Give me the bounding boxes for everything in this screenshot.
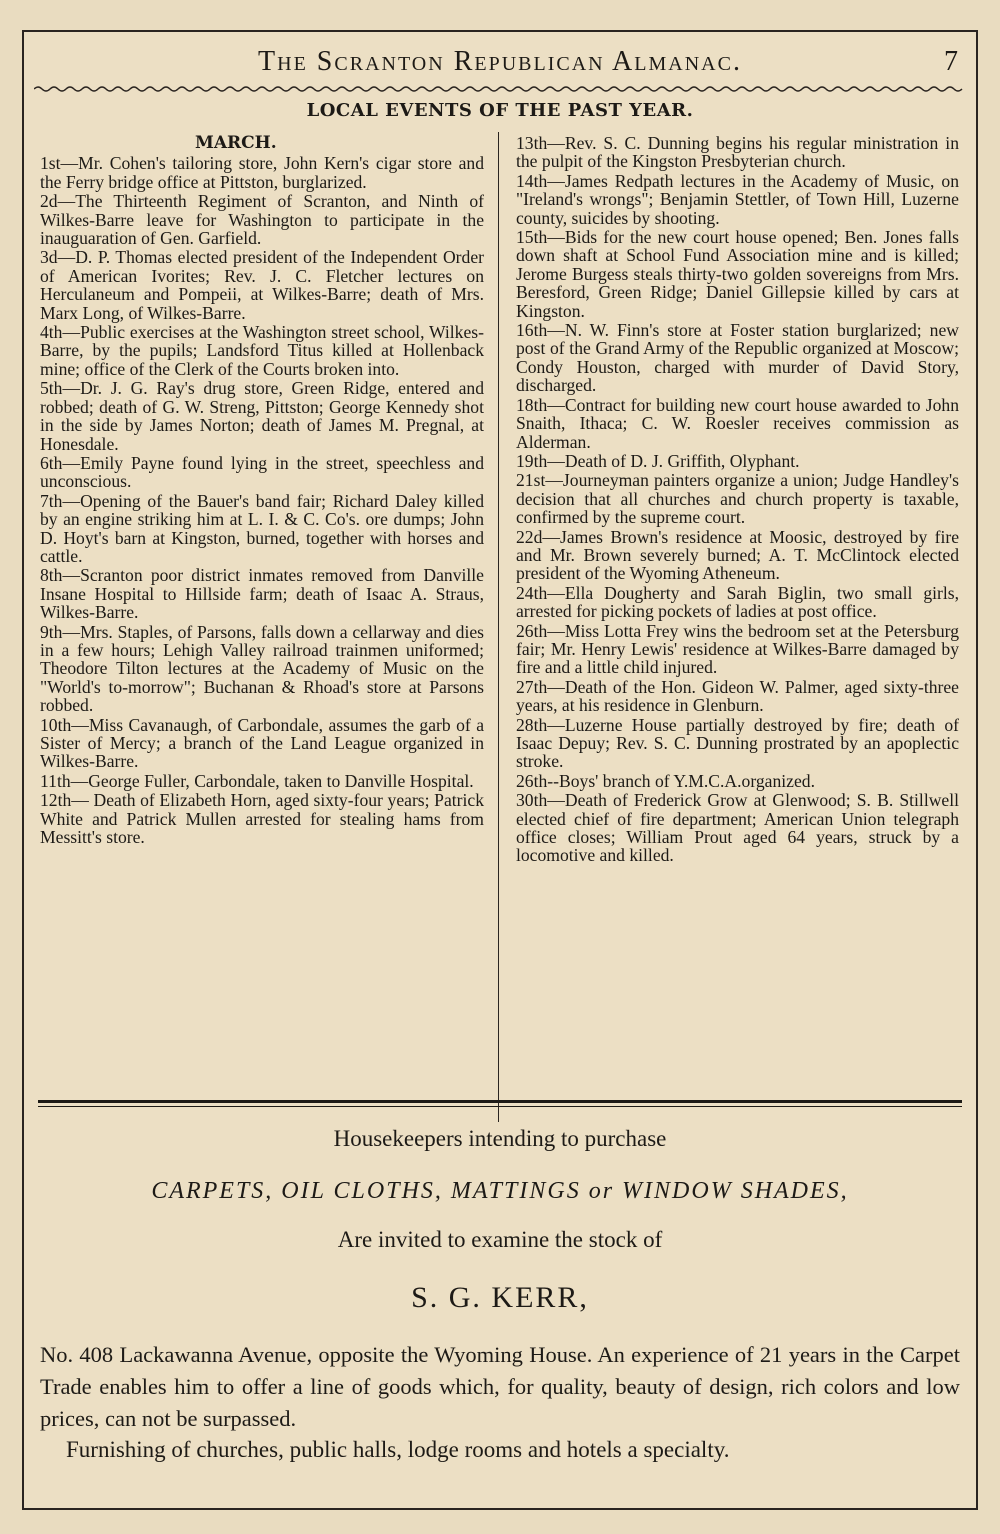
- month-heading: MARCH.: [195, 133, 277, 153]
- left-event-list: [40, 154, 484, 846]
- event-entry: 9th—Mrs. Staples, of Parsons, falls down a cellarway and dies in a few hours; Lehigh Valley railroad trainmen uniformed; Theodore Tilton lectures at the Academy of Music on the "World's to-morrow"; Buchanan & Rhoad's store at Parsons robbed.: [40, 621, 484, 716]
- page-number: 7: [944, 46, 958, 77]
- ad-specialty: Furnishing of churches, public halls, lodge rooms and hotels a specialty.: [66, 1437, 730, 1462]
- ad-intro: Housekeepers intending to purchase: [333, 1126, 667, 1151]
- ad-body: No. 408 Lackawanna Avenue, opposite the Wyoming House. An experience of 21 years in the Carpet Trade enables him to offer a line of goods which, for quality, beauty of design, rich colors and low prices, can not be surpassed.: [40, 1342, 960, 1431]
- wavy-divider: [34, 84, 966, 94]
- ad-invitation: Are invited to examine the stock of: [337, 1227, 663, 1252]
- event-entry: 19th—Death of D. J. Griffith, Olyphant.: [516, 450, 800, 471]
- column-divider: [498, 132, 499, 1122]
- event-entry: 18th—Contract for building new court house awarded to John Snaith, Ithaca; C. W. Roesler receives commission as Alderman.: [516, 394, 959, 452]
- ad-rule-thick: [38, 1100, 962, 1103]
- advertisement: [40, 1122, 960, 1463]
- event-entry: 12th— Death of Elizabeth Horn, aged sixty-four years; Patrick White and Patrick Mullen arrested for stealing hams from Messitt's store.: [40, 790, 484, 848]
- event-entry: 2d—The Thirteenth Regiment of Scranton, and Ninth of Wilkes-Barre leave for Washington to participate in the inauguaration of Gen. Garfield.: [40, 191, 484, 249]
- event-entry: 24th—Ella Dougherty and Sarah Biglin, two small girls, arrested for picking pockets of ladies at post office.: [516, 582, 959, 622]
- event-entry: 28th—Luzerne House partially destroyed by fire; death of Isaac Depuy; Rev. S. C. Dunning prostrated by an apoplectic stroke.: [516, 714, 959, 772]
- event-entry: 1st—Mr. Cohen's tailoring store, John Kern's cigar store and the Ferry bridge office at Pittston, burglarized.: [40, 153, 484, 192]
- event-entry: 5th—Dr. J. G. Ray's drug store, Green Ridge, entered and robbed; death of G. W. Streng, Pittston; George Kennedy shot in the side by James Norton; death of James M. Pregnal, at Honesdale.: [40, 378, 484, 454]
- event-entry: 10th—Miss Cavanaugh, of Carbondale, assumes the garb of a Sister of Mercy; a branch of the Land League organized in Wilkes-Barre.: [40, 714, 484, 772]
- event-entry: 6th—Emily Payne found lying in the street, speechless and unconscious.: [40, 452, 484, 492]
- page-title: The Scranton Republican Almanac.: [258, 46, 742, 77]
- event-entry: 3d—D. P. Thomas elected president of the Independent Order of American Ivorites; Rev. J. C. Fletcher lectures on Herculaneum and Pompeii, at Wilkes-Barre; death of Mrs. Marx Long, of Wilkes-Barre.: [40, 247, 484, 323]
- right-event-list: [516, 134, 959, 865]
- event-entry: 14th—James Redpath lectures in the Academy of Music, on "Ireland's wrongs"; Benjamin Stettler, of Town Hill, Luzerne county, suicides by shooting.: [516, 170, 959, 228]
- ad-merchant-name: S. G. KERR,: [411, 1281, 589, 1314]
- ad-products: CARPETS, OIL CLOTHS, MATTINGS or WINDOW SHADES,: [151, 1178, 849, 1204]
- event-entry: 26th—Miss Lotta Frey wins the bedroom set at the Petersburg fair; Mr. Henry Lewis' residence at Wilkes-Barre damaged by fire and a little child injured.: [516, 620, 959, 678]
- event-entry: 11th—George Fuller, Carbondale, taken to Danville Hospital.: [40, 770, 474, 791]
- event-entry: 16th—N. W. Finn's store at Foster station burglarized; new post of the Grand Army of the Republic organized at Moscow; Condy Houston, charged with murder of David Story, discharged.: [516, 320, 959, 396]
- event-entry: 13th—Rev. S. C. Dunning begins his regular ministration in the pulpit of the Kingston Presbyterian church.: [516, 133, 959, 172]
- event-entry: 30th—Death of Frederick Grow at Glenwood; S. B. Stillwell elected chief of fire department; American Union telegraph office closes; William Prout aged 64 years, struck by a locomotive and killed.: [516, 790, 959, 866]
- ad-rule-thin: [38, 1106, 962, 1107]
- event-entry: 22d—James Brown's residence at Moosic, destroyed by fire and Mr. Brown severely burned; A. T. McClintock elected president of the Wyoming Atheneum.: [516, 526, 959, 584]
- almanac-page: [22, 30, 978, 1510]
- event-entry: 26th--Boys' branch of Y.M.C.A.organized.: [516, 770, 815, 791]
- event-entry: 15th—Bids for the new court house opened; Ben. Jones falls down shaft at School Fund Association mine and is killed; Jerome Burgess steals thirty-two golden sovereigns from Mrs. Beresford, Green Ridge; Daniel Gillepsie killed by cars at Kingston.: [516, 227, 959, 321]
- right-column: [516, 134, 959, 866]
- event-entry: 4th—Public exercises at the Washington street school, Wilkes-Barre, by the pupils; Landsford Titus killed at Hollenback mine; office of the Clerk of the Courts broken into.: [40, 322, 484, 379]
- section-title: LOCAL EVENTS OF THE PAST YEAR.: [306, 100, 694, 121]
- left-column: [40, 134, 484, 847]
- event-entry: 8th—Scranton poor district inmates removed from Danville Insane Hospital to Hillside farm; death of Isaac A. Straus, Wilkes-Barre.: [40, 565, 484, 623]
- event-entry: 7th—Opening of the Bauer's band fair; Richard Daley killed by an engine striking him at L. I. & C. Co's. ore dumps; John D. Hoyt's barn at Kingston, burned, together with horses and cattle.: [40, 490, 484, 566]
- event-entry: 27th—Death of the Hon. Gideon W. Palmer, aged sixty-three years, at his residence in Glenburn.: [516, 676, 959, 716]
- event-entry: 21st—Journeyman painters organize a union; Judge Handley's decision that all churches and church property is taxable, confirmed by the supreme court.: [516, 470, 959, 528]
